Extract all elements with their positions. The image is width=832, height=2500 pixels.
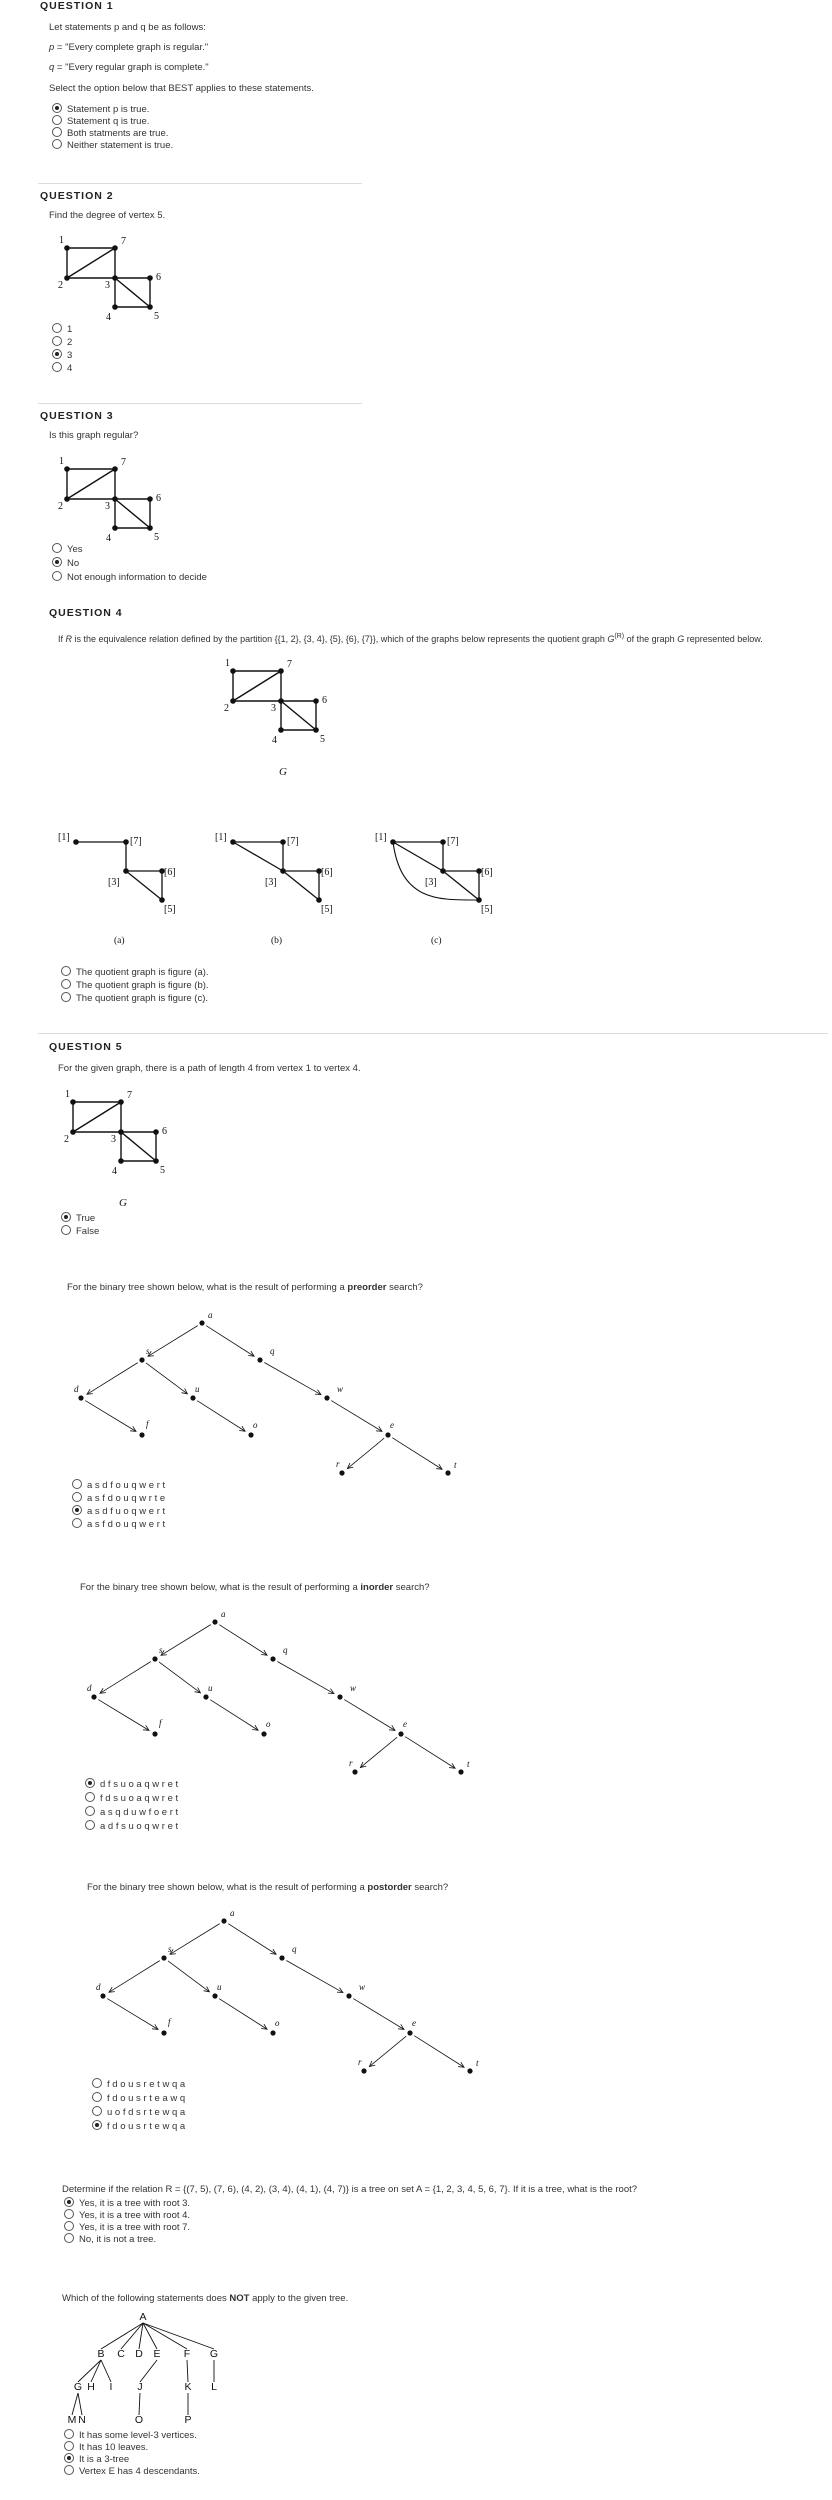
q3-prompt: Is this graph regular? <box>49 430 139 441</box>
figure-label: (a) <box>114 936 125 946</box>
node-label-o: o <box>253 1420 258 1430</box>
node-label-w: w <box>337 1384 344 1394</box>
option-label: It has 10 leaves. <box>79 2442 149 2453</box>
vertex-label-2: 2 <box>224 703 229 714</box>
option-label: 1 <box>67 324 73 335</box>
option-label: Not enough information to decide <box>67 572 207 583</box>
option-label: Yes, it is a tree with root 4. <box>79 2210 191 2221</box>
vertex-label-3: 3 <box>111 1134 116 1145</box>
node-label-d: d <box>74 1384 79 1394</box>
option-label: f d o u s r e t w q a <box>107 2079 186 2090</box>
tree-node-L: L <box>211 2381 217 2393</box>
option-label: a s q d u w f o e r t <box>100 1807 179 1818</box>
option-label: f d o u s r t e w q a <box>107 2121 186 2132</box>
class-label-c7: [7] <box>447 836 459 847</box>
q6-prompt: For the binary tree shown below, what is the result of performing a preorder search? <box>67 1282 423 1293</box>
q2-heading: QUESTION 2 <box>40 190 114 202</box>
node-label-e: e <box>403 1719 407 1729</box>
option-label: Statement q is true. <box>67 116 150 127</box>
option-label: It has some level-3 vertices. <box>79 2430 197 2441</box>
vertex-label-7: 7 <box>121 236 126 247</box>
option-label: False <box>76 1226 100 1237</box>
option-label: No <box>67 558 80 569</box>
tree-node-B: B <box>97 2348 105 2360</box>
option-label: 4 <box>67 363 73 374</box>
figure-label: (b) <box>271 936 283 946</box>
vertex-label-4: 4 <box>106 312 111 323</box>
node-label-u: u <box>195 1384 200 1394</box>
vertex-label-2: 2 <box>64 1134 69 1145</box>
option-label: 3 <box>67 350 73 361</box>
edge <box>101 2360 111 2382</box>
node-label-a: a <box>221 1609 226 1619</box>
q1-p-def: p = "Every complete graph is regular." <box>49 42 209 53</box>
vertex-label-3: 3 <box>105 501 110 512</box>
option-label: Neither statement is true. <box>67 140 174 151</box>
option-label: a s d f o u q w e r t <box>87 1480 166 1491</box>
figure-label: (c) <box>431 936 442 946</box>
node-label-o: o <box>266 1719 271 1729</box>
edge <box>72 2393 78 2415</box>
option-label: f d s u o a q w r e t <box>100 1793 179 1804</box>
tree-node-N: N <box>78 2414 86 2426</box>
class-label-c5: [5] <box>481 904 493 915</box>
node-label-o: o <box>275 2018 280 2028</box>
tree-node-J: J <box>137 2381 143 2393</box>
edge <box>101 2323 143 2349</box>
node-label-s: s <box>146 1346 150 1356</box>
tree-node-P: P <box>184 2414 192 2426</box>
node-label-q: q <box>270 1346 275 1356</box>
node-label-s: s <box>168 1944 172 1954</box>
edge <box>143 2323 214 2349</box>
node-label-q: q <box>292 1944 297 1954</box>
option-label: Both statments are true. <box>67 128 169 139</box>
vertex-label-4: 4 <box>106 533 111 544</box>
node-label-t: t <box>467 1759 470 1769</box>
tree-node-G-sub: G <box>73 2381 83 2393</box>
node-label-d: d <box>96 1982 101 1992</box>
vertex-label-6: 6 <box>322 695 327 706</box>
tree-node-K: K <box>184 2381 192 2393</box>
option-label: a s d f u o q w e r t <box>87 1506 166 1517</box>
node-label-r: r <box>358 2057 362 2067</box>
graph-name: G <box>279 766 287 778</box>
class-label-c3: [3] <box>265 877 277 888</box>
tree-node-H: H <box>87 2381 95 2393</box>
node-label-a: a <box>230 1908 235 1918</box>
tree-node-I: I <box>109 2381 113 2393</box>
node-label-e: e <box>412 2018 416 2028</box>
node-label-r: r <box>336 1459 340 1469</box>
node-label-r: r <box>349 1758 353 1768</box>
edge <box>91 2360 101 2382</box>
tree-node-F: F <box>183 2348 191 2360</box>
vertex-label-1: 1 <box>59 235 64 246</box>
vertex-label-2: 2 <box>58 280 63 291</box>
class-label-c5: [5] <box>321 904 333 915</box>
node-label-d: d <box>87 1683 92 1693</box>
q8-prompt: For the binary tree shown below, what is the result of performing a postorder search? <box>87 1882 449 1893</box>
q4-heading: QUESTION 4 <box>49 607 123 619</box>
class-label-c6: [6] <box>481 867 493 878</box>
option-label: 2 <box>67 337 73 348</box>
node-label-a: a <box>208 1310 213 1320</box>
class-label-c1: [1] <box>215 832 227 843</box>
node-label-f: f <box>168 2017 171 2027</box>
class-label-c6: [6] <box>321 867 333 878</box>
option-label: a s f d o u q w e r t <box>87 1519 166 1530</box>
edge <box>140 2360 157 2382</box>
q1-q-def: q = "Every regular graph is complete." <box>49 62 209 73</box>
vertex-label-5: 5 <box>320 734 325 745</box>
q5-prompt: For the given graph, there is a path of length 4 from vertex 1 to vertex 4. <box>58 1063 361 1074</box>
vertex-label-6: 6 <box>156 272 161 283</box>
edge <box>187 2360 188 2382</box>
option-label: Statement p is true. <box>67 104 150 115</box>
class-label-c1: [1] <box>58 832 70 843</box>
option-label: No, it is not a tree. <box>79 2234 157 2245</box>
vertex-label-3: 3 <box>105 280 110 291</box>
vertex-label-7: 7 <box>127 1090 132 1101</box>
class-label-c1: [1] <box>375 832 387 843</box>
tree-node-E: E <box>153 2348 161 2360</box>
option-label: a s f d o u q w r t e <box>87 1493 166 1504</box>
tree-node-G: G <box>209 2348 219 2360</box>
option-label: d f s u o a q w r e t <box>100 1779 179 1790</box>
option-label: The quotient graph is figure (c). <box>76 993 209 1004</box>
vertex-label-6: 6 <box>156 493 161 504</box>
vertex-label-7: 7 <box>287 659 292 670</box>
vertex-label-5: 5 <box>154 532 159 543</box>
node-label-s: s <box>159 1645 163 1655</box>
vertex-label-7: 7 <box>121 457 126 468</box>
vertex-label-1: 1 <box>65 1089 70 1100</box>
option-label: Vertex E has 4 descendants. <box>79 2466 200 2477</box>
node-label-e: e <box>390 1420 394 1430</box>
option-label: Yes, it is a tree with root 7. <box>79 2222 191 2233</box>
class-label-c7: [7] <box>287 836 299 847</box>
node-label-u: u <box>217 1982 222 1992</box>
edge <box>139 2393 140 2415</box>
tree-node-A: A <box>139 2311 147 2323</box>
node-label-f: f <box>159 1718 162 1728</box>
class-label-c3: [3] <box>425 877 437 888</box>
option-label: The quotient graph is figure (a). <box>76 967 209 978</box>
q2-prompt: Find the degree of vertex 5. <box>49 210 166 221</box>
node-label-t: t <box>454 1460 457 1470</box>
vertex-label-3: 3 <box>271 703 276 714</box>
q1-prompt: Select the option below that BEST applies to these statements. <box>49 83 314 94</box>
option-label: a d f s u o q w r e t <box>100 1821 179 1832</box>
q7-prompt: For the binary tree shown below, what is the result of performing a inorder search? <box>80 1582 430 1593</box>
vertex-label-5: 5 <box>160 1165 165 1176</box>
class-label-c5: [5] <box>164 904 176 915</box>
tree-node-M: M <box>67 2414 77 2426</box>
class-label-c6: [6] <box>164 867 176 878</box>
class-label-c3: [3] <box>108 877 120 888</box>
option-label: f d o u s r t e a w q <box>107 2093 186 2104</box>
vertex-label-1: 1 <box>225 658 230 669</box>
option-label: Yes <box>67 544 83 555</box>
vertex-label-6: 6 <box>162 1126 167 1137</box>
vertex-label-2: 2 <box>58 501 63 512</box>
node-label-f: f <box>146 1419 149 1429</box>
edge <box>78 2360 101 2382</box>
vertex-label-1: 1 <box>59 456 64 467</box>
node-label-t: t <box>476 2058 479 2068</box>
option-label: u o f d s r t e w q a <box>107 2107 186 2118</box>
vertex-label-5: 5 <box>154 311 159 322</box>
tree-node-D: D <box>135 2348 143 2360</box>
node-label-w: w <box>359 1982 366 1992</box>
q1-intro: Let statements p and q be as follows: <box>49 22 206 33</box>
q1-heading: QUESTION 1 <box>40 0 114 12</box>
vertex-label-4: 4 <box>112 1166 117 1177</box>
option-label: The quotient graph is figure (b). <box>76 980 209 991</box>
graph-name: G <box>119 1197 127 1209</box>
tree-node-O: O <box>134 2414 144 2426</box>
q5-heading: QUESTION 5 <box>49 1041 123 1053</box>
option-label: Yes, it is a tree with root 3. <box>79 2198 191 2209</box>
vertex-label-4: 4 <box>272 735 277 746</box>
class-label-c7: [7] <box>130 836 142 847</box>
option-label: It is a 3-tree <box>79 2454 130 2465</box>
option-label: True <box>76 1213 96 1224</box>
node-label-w: w <box>350 1683 357 1693</box>
q9-prompt: Determine if the relation R = {(7, 5), (7, 6), (4, 2), (3, 4), (4, 1), (4, 7)} is a tree on set A = {1, 2, 3, 4, 5, 6, 7}. If it is a tree, what is the root? <box>62 2184 638 2195</box>
tree-node-C: C <box>117 2348 125 2360</box>
edge <box>78 2393 82 2415</box>
q4-prompt: If R is the equivalence relation defined by the partition {{1, 2}, {3, 4}, {5}, {6}, {7}}, which of the graphs below represents the quotient graph $G^{(R)}$ of the graph G represented below. <box>58 633 763 644</box>
node-label-q: q <box>283 1645 288 1655</box>
q10-prompt: Which of the following statements does NOT apply to the given tree. <box>62 2293 349 2304</box>
node-label-u: u <box>208 1683 213 1693</box>
q3-heading: QUESTION 3 <box>40 410 114 422</box>
